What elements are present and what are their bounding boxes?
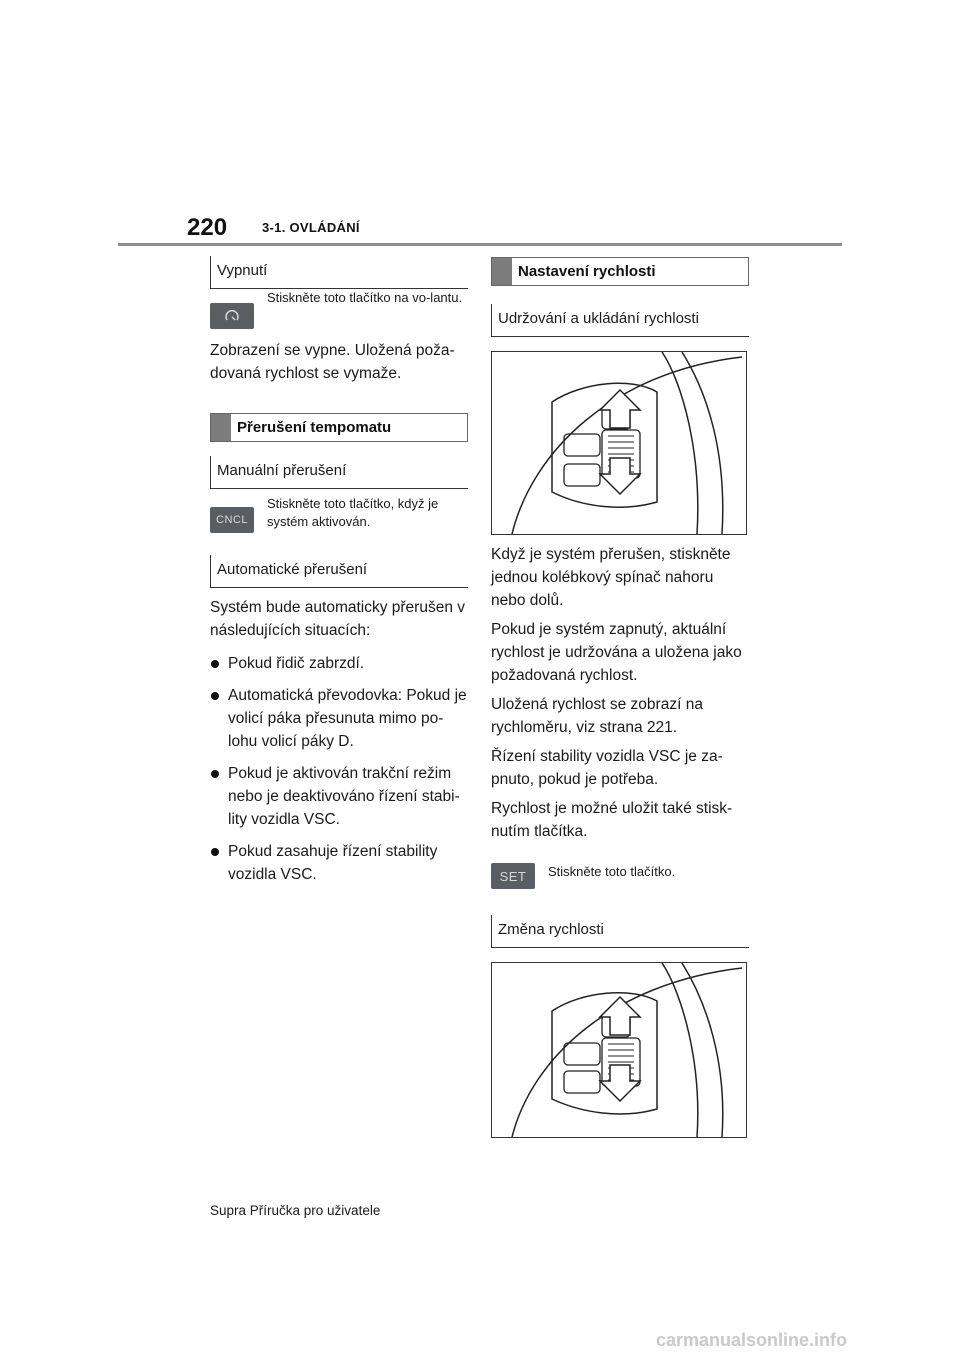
heading-preruseni-text: Přerušení tempomatu	[237, 419, 392, 436]
cncl-button-row	[210, 496, 468, 533]
heading-preruseni	[210, 413, 468, 442]
heading-udrzovani: Udržování a ukládání rychlosti	[491, 304, 749, 337]
heading-bar	[211, 414, 231, 441]
heading-bar	[492, 258, 512, 285]
cruise-off-button-image	[210, 303, 254, 329]
header-divider	[118, 243, 842, 246]
heading-nastaveni	[491, 257, 749, 286]
bullet-icon	[211, 848, 219, 856]
cncl-button-image: CNCL	[210, 507, 254, 533]
paragraph-3: Uložená rychlost se zobrazí na rychloměru, viz strana 221.	[491, 696, 703, 736]
steering-button-row	[210, 290, 468, 329]
speedometer-off-icon	[223, 307, 241, 325]
set-instruction: Stiskněte toto tlačítko.	[548, 864, 676, 879]
page-number: 220	[187, 214, 228, 241]
set-button-image: SET	[491, 863, 535, 889]
section-title: 3-1. OVLÁDÁNÍ	[262, 220, 360, 235]
heading-nastaveni-text: Nastavení rychlosti	[518, 263, 656, 280]
list-item: Pokud je aktivován trakční režim nebo je deaktivováno řízení stabi-lity vozidla VSC.	[210, 762, 468, 831]
rocker-switch-figure-1	[491, 351, 747, 535]
set-button-row	[491, 863, 749, 889]
bullet-icon	[211, 770, 219, 778]
paragraph-1: Když je systém přerušen, stiskněte jednou kolébkový spínač nahoru nebo dolů.	[491, 546, 731, 609]
vypnuti-instruction: Stiskněte toto tlačítko na vo-lantu.	[267, 290, 463, 305]
heading-manual: Manuální přerušení	[210, 456, 468, 489]
bullet-icon	[211, 660, 219, 668]
list-item: Pokud zasahuje řízení stability vozidla VSC.	[210, 840, 468, 886]
heading-zmena: Změna rychlosti	[491, 915, 749, 948]
steering-wheel-rocker-illustration	[492, 352, 746, 534]
list-item: Pokud řidič zabrzdí.	[210, 652, 468, 675]
paragraph-5: Rychlost je možné uložit také stisk-nutím tlačítka.	[491, 800, 733, 840]
auto-paragraph: Systém bude automaticky přerušen v následujících situacích:	[210, 599, 466, 639]
rocker-switch-figure-2	[491, 962, 747, 1138]
vypnuti-paragraph: Zobrazení se vypne. Uložená poža-dovaná rychlost se vymaže.	[210, 342, 455, 382]
footer-text: Supra Příručka pro uživatele	[210, 1203, 381, 1218]
auto-situations-list	[210, 652, 468, 886]
left-column	[210, 256, 468, 895]
right-column	[491, 257, 749, 1138]
watermark: carmanualsonline.info	[656, 1330, 848, 1350]
heading-auto: Automatické přerušení	[210, 555, 468, 588]
cncl-instruction: Stiskněte toto tlačítko, když je systém aktivován.	[267, 496, 439, 529]
heading-vypnuti: Vypnutí	[210, 256, 468, 289]
paragraph-4: Řízení stability vozidla VSC je za-pnuto, pokud je potřeba.	[491, 748, 723, 788]
bullet-icon	[211, 692, 219, 700]
list-item: Automatická převodovka: Pokud je volicí páka přesunuta mimo po-lohu volicí páky D.	[210, 684, 468, 753]
steering-wheel-rocker-illustration	[492, 963, 746, 1137]
paragraph-2: Pokud je systém zapnutý, aktuální rychlost je udržována a uložena jako požadovaná rychlost.	[491, 621, 742, 684]
